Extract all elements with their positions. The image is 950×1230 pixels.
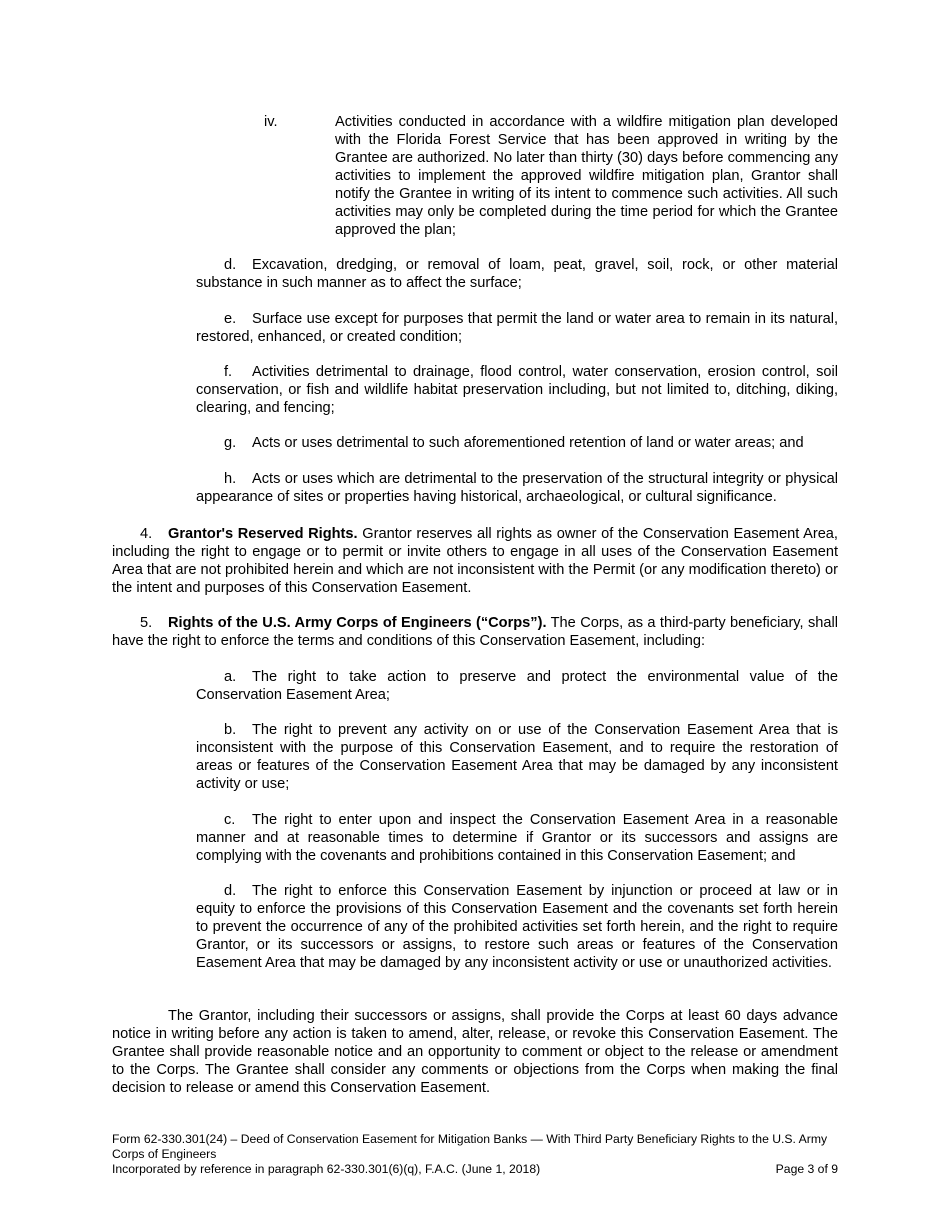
page-footer: [112, 1132, 838, 1177]
section-4-grantor-reserved-rights: [112, 525, 838, 597]
prohibited-item-e: [196, 310, 838, 346]
item-text: The right to enter upon and inspect the Conservation Easement Area in a reasonable manner and at reasonable times to determine if Grantor or its successors and assigns are complying with the covenants and prohibitions contained in this Conservation Easement; and: [196, 812, 838, 864]
item-label-iv: iv.: [264, 114, 278, 130]
page-number: Page 3 of 9: [775, 1162, 838, 1176]
item-label: f.: [224, 364, 233, 380]
section-number: 4.: [140, 526, 153, 542]
item-text: Activities detrimental to drainage, flood control, water conservation, erosion control, soil conservation, or fish and wildlife habitat preservation including, but not limited to, ditching, diking, clearing, and fencing;: [196, 364, 838, 416]
item-text: The right to enforce this Conservation Easement by injunction or proceed at law or in equity to enforce the provisions of this Conservation Easement and the covenants set forth herein to prevent the occurrence of any of the prohibited activities set forth herein, and the right to require Grantor, or its successors or assigns, to restore such areas or features of the Conservation Easement Area that may be damaged by any inconsistent activity or use or unauthorized activities.: [196, 883, 838, 971]
closing-paragraph: The Grantor, including their successors or assigns, shall provide the Corps at least 60 days advance notice in writing before any action is taken to amend, alter, release, or revoke this Conservation Easement. The Grantee shall provide reasonable notice and an opportunity to comment or object to the release or amendment to the Corps. The Grantee shall consider any comments or objections from the Corps when making the final decision to release or amend this Conservation Easement.: [112, 1008, 838, 1096]
item-label: a.: [224, 669, 237, 685]
footer-bottom-line: [112, 1162, 838, 1177]
item-label: c.: [224, 812, 236, 828]
prohibited-item-h: [196, 470, 838, 506]
footer-form-title: Form 62-330.301(24) – Deed of Conservation Easement for Mitigation Banks — With Third Party Beneficiary Rights to the U.S. Army Corps of Engineers: [112, 1132, 828, 1161]
corps-right-b: [196, 721, 838, 793]
item-iv-text: Activities conducted in accordance with a wildfire mitigation plan developed with the Florida Forest Service that has been approved in writing by the Grantee are authorized. No later than thirty (30) days before commencing any activities to implement the approved wildfire mitigation plan, Grantor shall notify the Grantee in writing of its intent to commence such activities. All such activities may only be completed during the time period for which the Grantee approved the plan;: [335, 114, 838, 238]
section-heading: Rights of the U.S. Army Corps of Engineers (“Corps”).: [168, 615, 547, 631]
section-text: The Corps, as a third-party beneficiary, shall have the right to enforce the terms and conditions of this Conservation Easement, including:: [112, 615, 838, 649]
item-text: Excavation, dredging, or removal of loam, peat, gravel, soil, rock, or other material substance in such manner as to affect the surface;: [196, 257, 838, 291]
section-heading: Grantor's Reserved Rights.: [168, 526, 358, 542]
item-text: Acts or uses detrimental to such aforementioned retention of land or water areas; and: [252, 435, 804, 451]
item-label: d.: [224, 883, 237, 899]
item-label: g.: [224, 435, 237, 451]
corps-right-c: [196, 811, 838, 865]
section-5-corps-rights: [112, 614, 838, 650]
item-text: The right to prevent any activity on or use of the Conservation Easement Area that is inconsistent with the purpose of this Conservation Easement, and to require the restoration of areas or features of the Conservation Easement Area that may be damaged by any inconsistent activity or use;: [196, 722, 838, 792]
item-label: d.: [224, 257, 237, 273]
item-text: Surface use except for purposes that permit the land or water area to remain in its natural, restored, enhanced, or created condition;: [196, 311, 838, 345]
prohibited-item-d: [196, 256, 838, 292]
item-label: b.: [224, 722, 237, 738]
section-text: Grantor reserves all rights as owner of the Conservation Easement Area, including the right to engage or to permit or invite others to engage in all uses of the Conservation Easement Area that are not prohibited herein and which are not inconsistent with the Permit (or any modification thereto) or the intent and purposes of this Conservation Easement.: [112, 526, 838, 596]
prohibited-item-g: [196, 434, 838, 452]
corps-right-a: [196, 668, 838, 704]
item-label: h.: [224, 471, 237, 487]
item-label: e.: [224, 311, 237, 327]
item-text: The right to take action to preserve and protect the environmental value of the Conservation Easement Area;: [196, 669, 838, 703]
corps-right-d: [196, 882, 838, 972]
footer-incorporated: Incorporated by reference in paragraph 62-330.301(6)(q), F.A.C. (June 1, 2018): [112, 1162, 541, 1176]
item-text: Acts or uses which are detrimental to the preservation of the structural integrity or physical appearance of sites or properties having historical, archaeological, or cultural significance.: [196, 471, 838, 505]
section-number: 5.: [140, 615, 153, 631]
prohibited-item-f: [196, 363, 838, 417]
